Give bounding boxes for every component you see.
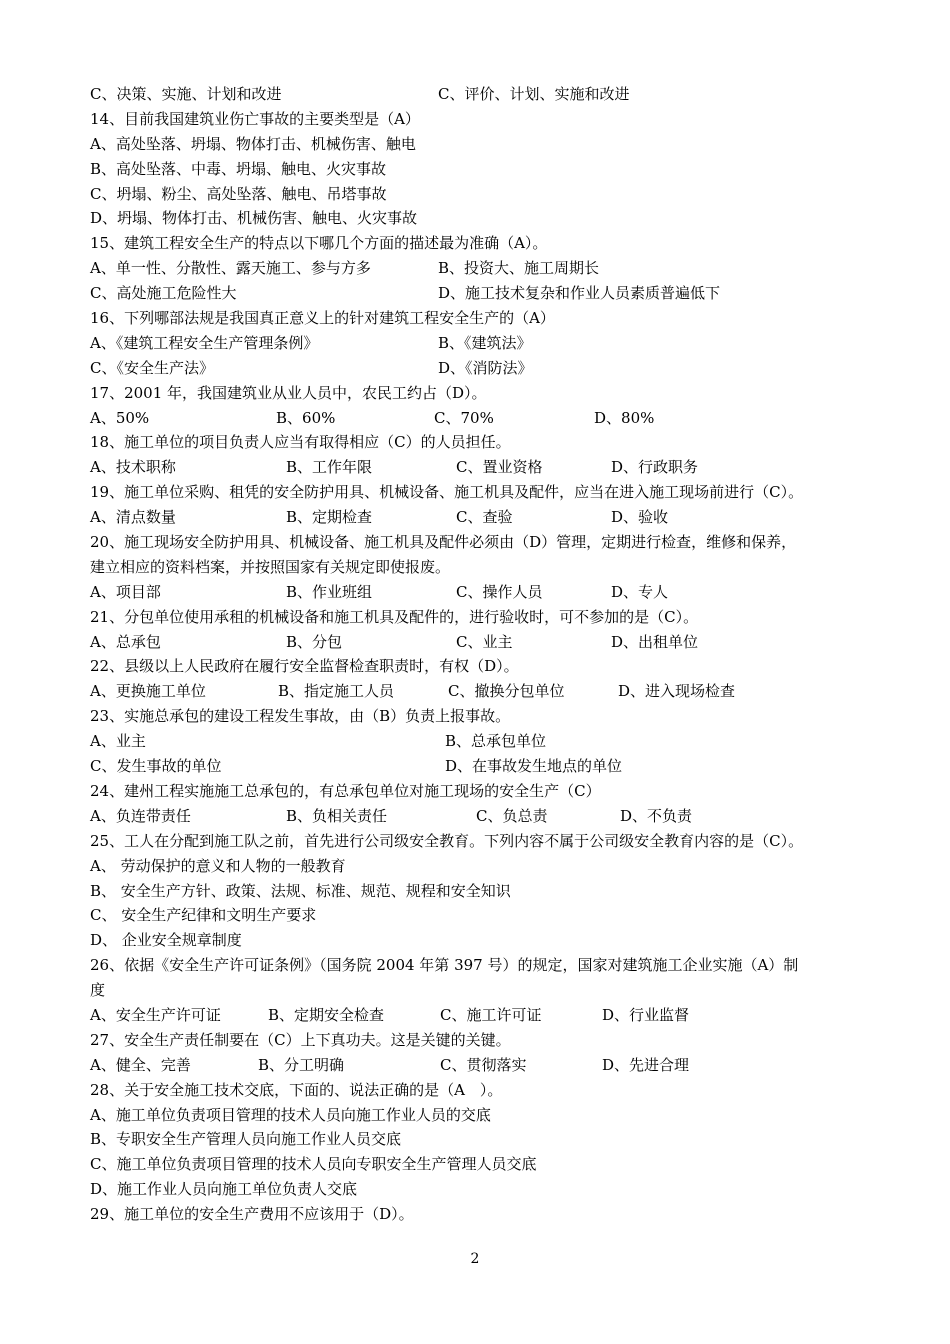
options-row: [90, 331, 865, 356]
text-line: B、专职安全生产管理人员向施工作业人员交底: [90, 1130, 402, 1149]
option-text: B、投资大、施工周期长: [438, 259, 600, 278]
options-row: [90, 804, 865, 829]
text-line: 23、实施总承包的建设工程发生事故，由（B）负责上报事故。: [90, 707, 511, 726]
option-text: B、作业班组: [286, 582, 373, 601]
option-text: A、单一性、分散性、露天施工、参与方多: [90, 259, 371, 278]
option-text: C、置业资格: [456, 458, 543, 477]
option-text: D、先进合理: [602, 1055, 690, 1074]
option-text: B、60%: [276, 408, 336, 427]
option-text: B、《建筑法》: [438, 333, 532, 352]
option-text: C、业主: [456, 632, 513, 651]
options-row: [90, 1053, 865, 1078]
option-text: D、80%: [594, 408, 655, 427]
option-text: C、《安全生产法》: [90, 358, 214, 377]
option-text: C、70%: [434, 408, 494, 427]
option-text: C、负总责: [476, 806, 548, 825]
option-text: D、《消防法》: [438, 358, 533, 377]
text-line: 22、县级以上人民政府在履行安全监督检查职责时，有权（D）。: [90, 657, 519, 676]
text-line: 度: [90, 981, 106, 1000]
options-row: [90, 256, 865, 281]
text-line: A、 劳动保护的意义和人物的一般教育: [90, 856, 346, 875]
text-line: 29、施工单位的安全生产费用不应该用于（D）。: [90, 1205, 414, 1224]
text-line: 25、工人在分配到施工队之前，首先进行公司级安全教育。下列内容不属于公司级安全教育内容的是（C）。: [90, 831, 804, 850]
options-row: [90, 505, 865, 530]
option-text: D、行政职务: [611, 458, 699, 477]
text-line: 19、施工单位采购、租凭的安全防护用具、机械设备、施工机具及配件，应当在进入施工现场前进行（C）。: [90, 483, 804, 502]
text-line: 20、施工现场安全防护用具、机械设备、施工机具及配件必须由（D）管理，定期进行检查，维修和保养，: [90, 533, 797, 552]
option-text: A、《建筑工程安全生产管理条例》: [90, 333, 319, 352]
option-text: C、高处施工危险性大: [90, 284, 237, 303]
options-row: [90, 1003, 865, 1028]
option-text: B、指定施工人员: [278, 682, 395, 701]
option-text: B、工作年限: [286, 458, 373, 477]
options-row: [90, 356, 865, 381]
text-line: 建立相应的资料档案，并按照国家有关规定即使报废。: [90, 557, 451, 576]
option-text: D、在事故发生地点的单位: [445, 757, 623, 776]
option-text: B、定期检查: [286, 508, 373, 527]
option-text: D、验收: [611, 508, 669, 527]
text-line: 21、分包单位使用承租的机械设备和施工机具及配件的，进行验收时，可不参加的是（C）。: [90, 607, 699, 626]
option-text: C、评价、计划、实施和改进: [438, 85, 630, 103]
option-text: A、总承包: [90, 632, 161, 651]
option-text: C、撤换分包单位: [448, 682, 565, 701]
options-row: [90, 679, 865, 704]
option-text: A、健全、完善: [90, 1055, 191, 1074]
options-row: [90, 754, 865, 779]
option-text: A、负连带责任: [90, 806, 191, 825]
text-line: 27、安全生产责任制要在（C）上下真功夫。这是关键的关键。: [90, 1030, 511, 1049]
options-row: [90, 281, 865, 306]
option-text: A、技术职称: [90, 458, 176, 477]
text-line: B、高处坠落、中毒、坍塌、触电、火灾事故: [90, 159, 387, 178]
text-line: 24、建州工程实施施工总承包的，有总承包单位对施工现场的安全生产（C）: [90, 781, 601, 800]
options-row: [90, 729, 865, 754]
options-row: [90, 406, 865, 431]
option-text: C、决策、实施、计划和改进: [90, 85, 282, 103]
option-text: B、分工明确: [258, 1055, 345, 1074]
option-text: D、专人: [611, 582, 669, 601]
text-line: C、坍塌、粉尘、高处坠落、触电、吊塔事故: [90, 184, 387, 203]
question-list: [90, 82, 865, 1227]
option-text: A、更换施工单位: [90, 682, 206, 701]
options-row: [90, 82, 865, 107]
options-row: [90, 630, 865, 655]
option-text: B、分包: [286, 632, 343, 651]
option-text: C、发生事故的单位: [90, 757, 222, 776]
option-text: B、负相关责任: [286, 806, 388, 825]
text-line: A、高处坠落、坍塌、物体打击、机械伤害、触电: [90, 134, 416, 153]
option-text: C、施工许可证: [440, 1005, 542, 1024]
text-line: 18、施工单位的项目负责人应当有取得相应（C）的人员担任。: [90, 433, 511, 452]
text-line: D、 企业安全规章制度: [90, 931, 242, 950]
option-text: C、查验: [456, 508, 513, 527]
option-text: B、定期安全检查: [268, 1005, 385, 1024]
option-text: D、进入现场检查: [618, 682, 736, 701]
text-line: D、施工作业人员向施工单位负责人交底: [90, 1180, 358, 1199]
page-number: 2: [470, 1251, 480, 1267]
option-text: A、项目部: [90, 582, 161, 601]
text-line: 28、关于安全施工技术交底，下面的、说法正确的是（A ）。: [90, 1080, 503, 1099]
option-text: D、施工技术复杂和作业人员素质普遍低下: [438, 284, 721, 303]
text-line: A、施工单位负责项目管理的技术人员向施工作业人员的交底: [90, 1105, 491, 1124]
text-line: B、 安全生产方针、政策、法规、标准、规范、规程和安全知识: [90, 881, 511, 900]
option-text: D、不负责: [620, 806, 693, 825]
option-text: A、清点数量: [90, 508, 176, 527]
option-text: D、行业监督: [602, 1005, 690, 1024]
option-text: A、安全生产许可证: [90, 1005, 221, 1024]
text-line: C、 安全生产纪律和文明生产要求: [90, 906, 317, 925]
option-text: A、50%: [90, 408, 150, 427]
text-line: D、坍塌、物体打击、机械伤害、触电、火灾事故: [90, 209, 418, 228]
options-row: [90, 580, 865, 605]
text-line: 26、依据《安全生产许可证条例》（国务院 2004 年第 397 号）的规定，国家对建筑施工企业实施（A）制: [90, 956, 799, 975]
options-row: [90, 455, 865, 480]
option-text: B、总承包单位: [445, 732, 547, 751]
text-line: 16、下列哪部法规是我国真正意义上的针对建筑工程安全生产的（A）: [90, 309, 555, 328]
option-text: C、贯彻落实: [440, 1055, 527, 1074]
text-line: 17、2001 年，我国建筑业从业人员中，农民工约占（D）。: [90, 383, 487, 402]
text-line: C、施工单位负责项目管理的技术人员向专职安全生产管理人员交底: [90, 1155, 537, 1174]
option-text: A、业主: [90, 732, 146, 751]
option-text: C、操作人员: [456, 582, 543, 601]
text-line: 14、目前我国建筑业伤亡事故的主要类型是（A）: [90, 109, 420, 128]
text-line: 15、建筑工程安全生产的特点以下哪几个方面的描述最为准确（A）。: [90, 234, 548, 253]
option-text: D、出租单位: [611, 632, 699, 651]
